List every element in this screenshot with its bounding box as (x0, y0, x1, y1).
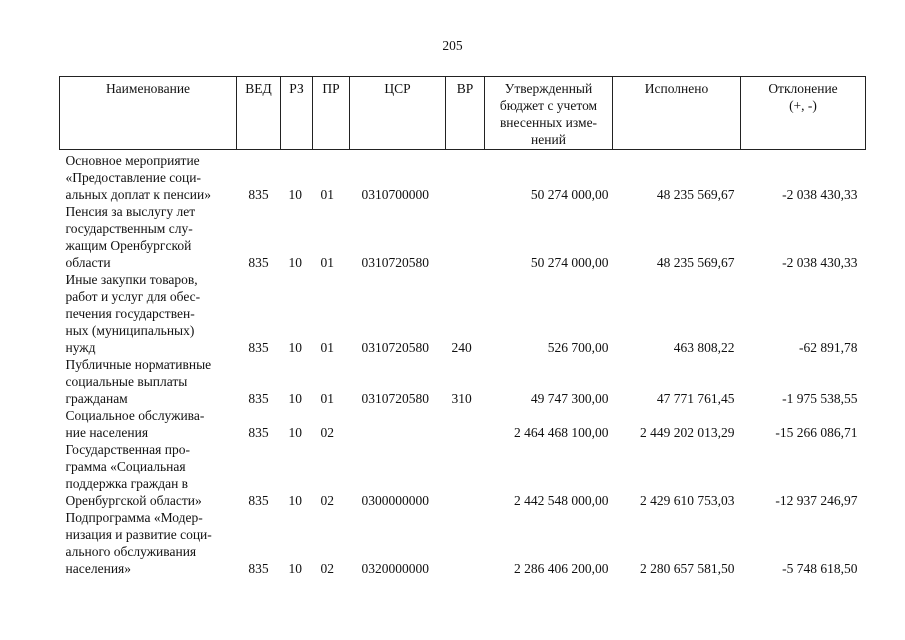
row-ved: 835 (248, 255, 269, 270)
header-name: Наименование (60, 77, 237, 150)
table-row (60, 203, 866, 271)
table-row (60, 509, 866, 577)
row-deviation: -2 038 430,33 (782, 187, 858, 202)
row-executed: 2 449 202 013,29 (640, 425, 735, 440)
row-deviation: -2 038 430,33 (782, 255, 858, 270)
row-approved: 2 464 468 100,00 (514, 425, 609, 440)
header-vr: ВР (446, 77, 485, 150)
row-name: Подпрограмма «Модер- низация и развитие соци- ального обслуживания населения» (65, 510, 212, 576)
row-vr: 240 (451, 340, 472, 355)
row-deviation: -62 891,78 (799, 340, 858, 355)
table-row (60, 356, 866, 407)
row-approved: 2 286 406 200,00 (514, 561, 609, 576)
row-rz: 10 (288, 425, 302, 440)
row-ved: 835 (248, 561, 269, 576)
row-name: Публичные нормативные социальные выплаты гражданам (65, 357, 212, 406)
budget-table (59, 76, 866, 577)
table-row (60, 407, 866, 441)
header-deviation: Отклонение (+, -) (741, 77, 866, 150)
header-approved: Утвержденный бюджет с учетом внесенных изме- нений (485, 77, 613, 150)
row-name: Пенсия за выслугу лет государственным слу- жащим Оренбургской области (65, 204, 196, 270)
row-rz: 10 (288, 391, 302, 406)
row-pr: 01 (320, 187, 334, 202)
row-pr: 02 (320, 493, 334, 508)
row-csr: 0300000000 (361, 493, 429, 508)
row-vr (446, 203, 485, 271)
row-pr: 01 (320, 255, 334, 270)
row-ved: 835 (248, 425, 269, 440)
table-header-row (60, 77, 866, 150)
row-csr: 0310720580 (361, 340, 429, 355)
row-pr: 01 (320, 391, 334, 406)
row-rz: 10 (288, 340, 302, 355)
row-executed: 463 808,22 (673, 340, 735, 355)
row-executed: 2 429 610 753,03 (640, 493, 735, 508)
row-deviation: -12 937 246,97 (775, 493, 858, 508)
row-deviation: -15 266 086,71 (775, 425, 858, 440)
row-executed: 48 235 569,67 (656, 187, 735, 202)
row-executed: 47 771 761,45 (656, 391, 735, 406)
page-number: 205 (442, 38, 463, 53)
row-name: Иные закупки товаров, работ и услуг для обес- печения государствен- ных (муниципальных) нужд (65, 272, 201, 355)
row-name: Социальное обслужива- ние населения (65, 408, 205, 440)
row-vr (446, 407, 485, 441)
row-vr: 310 (451, 391, 472, 406)
row-approved: 49 747 300,00 (530, 391, 609, 406)
row-csr: 0310700000 (361, 187, 429, 202)
row-name: Основное мероприятие «Предоставление соци- альных доплат к пенсии» (65, 153, 211, 202)
row-rz: 10 (288, 187, 302, 202)
row-vr (446, 441, 485, 509)
row-csr: 0310720580 (361, 255, 429, 270)
header-pr: ПР (313, 77, 350, 150)
header-csr: ЦСР (350, 77, 446, 150)
header-ved: ВЕД (237, 77, 281, 150)
row-vr (446, 509, 485, 577)
row-approved: 50 274 000,00 (530, 187, 609, 202)
row-deviation: -1 975 538,55 (782, 391, 858, 406)
row-ved: 835 (248, 493, 269, 508)
row-pr: 01 (320, 340, 334, 355)
row-csr: 0310720580 (361, 391, 429, 406)
row-vr (446, 150, 485, 204)
header-executed: Исполнено (613, 77, 741, 150)
row-approved: 2 442 548 000,00 (514, 493, 609, 508)
header-rz: РЗ (281, 77, 313, 150)
table-row (60, 271, 866, 356)
row-rz: 10 (288, 255, 302, 270)
row-rz: 10 (288, 493, 302, 508)
row-approved: 50 274 000,00 (530, 255, 609, 270)
row-deviation: -5 748 618,50 (782, 561, 858, 576)
table-row (60, 441, 866, 509)
row-pr: 02 (320, 561, 334, 576)
table-row (60, 150, 866, 204)
row-csr: 0320000000 (361, 561, 429, 576)
row-executed: 48 235 569,67 (656, 255, 735, 270)
row-ved: 835 (248, 187, 269, 202)
row-approved: 526 700,00 (547, 340, 609, 355)
row-rz: 10 (288, 561, 302, 576)
row-name: Государственная про- грамма «Социальная поддержка граждан в Оренбургской области» (65, 442, 202, 508)
row-pr: 02 (320, 425, 334, 440)
row-ved: 835 (248, 340, 269, 355)
row-ved: 835 (248, 391, 269, 406)
row-executed: 2 280 657 581,50 (640, 561, 735, 576)
row-csr (350, 407, 446, 441)
